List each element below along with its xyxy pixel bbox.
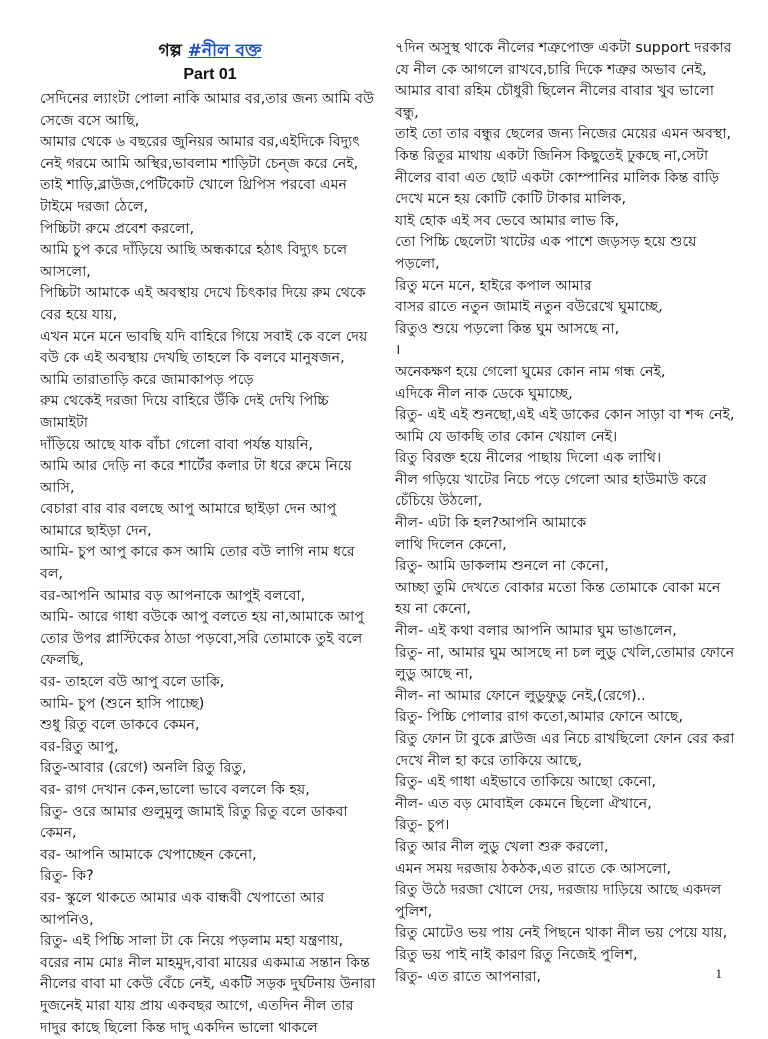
paragraph-line: কিন্ত রিতুর মাথায় একটা জিনিস কিছুতেই ঢুকছে না,সেটা নীলের বাবা এত ছোট একটা কোম্পানির মালিক কিন্ত বাড়ি দেখে মনে হয় কোটি কোটি টাকার মালিক, — [395, 147, 720, 208]
paragraph-line: রুম থেকেই দরজা দিয়ে বাহিরে উঁকি দেই দেখি পিচ্চি জামাইটা — [40, 393, 329, 431]
paragraph-line: রিতু- না, আমার ঘুম আসছে না চল লুডু খেলি,তোমার ফোনে লুডু আছে না, — [395, 644, 735, 683]
paragraph-line: রিতু- আমি ডাকলাম শুনলে না কেনো, — [395, 558, 609, 575]
paragraph-line: বাসর রাতে নতুন জামাই নতুন বউরেখে ঘুমাচ্ছে, — [395, 299, 663, 316]
right-column-text — [395, 38, 735, 988]
paragraph-line: রিতু মনে মনে, হাইরে কপাল আমার — [395, 277, 592, 294]
paragraph-line: বর- তাহলে বউ আপু বলে ডাকি, — [40, 674, 225, 691]
paragraph-line: রিতু- ওরে আমার গুলুমুলু জামাই রিতু রিতু বলে ডাকবা কেমন, — [40, 803, 348, 842]
story-title-prefix: গল্প — [158, 41, 188, 61]
paragraph-line: রিতু ফোন টা বুকে ব্লাউজ এর নিচে রাখছিলো ফোন বের করা দেখে নীল হা করে তাকিয়ে আছে, — [395, 731, 735, 769]
paragraph-line: এখন মনে মনে ভাবছি যদি বাহিরে গিয়ে সবাই কে বলে দেয় বউ কে এই অবস্থায় দেখছি তাহলে কি বলবে মানুষজন, — [40, 328, 368, 367]
paragraph-line: পিচ্চিটা আমাকে এই অবস্থায় দেখে চিৎকার দিয়ে রুম থেকে বের হয়ে যায়, — [40, 285, 366, 323]
paragraph-line: রিতু আর নীল লুডু খেলা শুরু করলো, — [395, 838, 609, 855]
paragraph-line: বর- স্কুলে থাকতে আমার এক বান্ধবী খেপাতো আর আপনিও, — [40, 889, 325, 928]
paragraph-line: আমার বাবা রহিম চৌধুরী ছিলেন নীলের বাবার খুব ভালো বন্ধু, — [395, 83, 715, 121]
paragraph-line: এমন সময় দরজায় ঠকঠক,এত রাতে কে আসলো, — [395, 860, 671, 877]
paragraph-line: আমি চুপ করে দাঁড়িয়ে আছি অন্ধকারে হঠাৎ বিদ্যুৎ চলে আসলো, — [40, 242, 348, 280]
paragraph-line: আচ্ছা তুমি দেখতে বোকার মতো কিন্ত তোমাকে বোকা মনে হয় না কেনো, — [395, 579, 721, 618]
paragraph-line: রিতু উঠে দরজা খোলে দেয়, দরজায় দাড়িয়ে আছে একদল পুলিশ, — [395, 882, 722, 920]
paragraph-line: আমি তারাতাড়ি করে জামাকাপড় পড়ে — [40, 371, 254, 388]
paragraph-line: আমি- আরে গাধা বউকে আপু বলতে হয় না,আমাকে আপু তোর উপর প্লাস্টিকের ঠাডা পড়বো,সরি তোমাকে তুই বলে ফেলছি, — [40, 609, 365, 669]
left-column — [40, 38, 380, 1039]
page-number: 1 — [715, 966, 722, 981]
paragraph-line: বর- আপনি আমাকে খেপাচ্ছেন কেনো, — [40, 846, 257, 863]
paragraph-line: আমি- চুপ আপু কারে কস আমি তোর বউ লাগি নাম ধরে বল, — [40, 544, 355, 583]
paragraph-line: রিতু মোটেও ভয় পায় নেই পিছনে থাকা নীল ভয় পেয়ে যায়, — [395, 925, 728, 942]
paragraph-line: শুধু রিতু বলে ডাকবে কেমন, — [40, 717, 200, 734]
paragraph-line: রিতু ভয় পাই নাই কারণ রিতু নিজেই পুলিশ, — [395, 946, 638, 963]
paragraph-line: যাই হোক এই সব ভেবে আমার লাভ কি, — [395, 212, 619, 229]
paragraph-line: নীল- এই কথা বলার আপনি আমার ঘুম ভাঙালেন, — [395, 623, 677, 640]
paragraph-line: বর-রিতু আপু, — [40, 738, 119, 755]
paragraph-line: দাঁড়িয়ে আছে যাক বাঁচা গেলো বাবা পর্যন্ত যায়নি, — [40, 436, 313, 453]
paragraph-line: বর-আপনি আমার বড় আপনাকে আপুই বলবো, — [40, 587, 306, 604]
paragraph-line: রিতু- পিচ্চি পোলার রাগ কতো,আমার ফোনে আছে, — [395, 709, 684, 726]
part-heading: Part 01 — [183, 66, 237, 83]
paragraph-line: তো পিচ্চি ছেলেটা খাটের এক পাশে জড়সড় হয়ে শুয়ে পড়লো, — [395, 234, 697, 272]
paragraph-line: তাই তো তার বন্ধুর ছেলের জন্য নিজের মেয়ের এমন অবস্থা, — [395, 126, 732, 143]
paragraph-line: আমি আর দেড়ি না করে শার্টের কলার টা ধরে রুমে নিয়ে আসি, — [40, 458, 352, 496]
paragraph-line: রিতু- এত রাতে আপনারা, — [395, 968, 542, 985]
paragraph-line: রিতু- কি? — [40, 868, 94, 885]
paragraph-line: আমার থেকে ৬ বছরের জুনিয়র আমার বর,এইদিকে বিদ্যুৎ নেই গরমে আমি অস্থির,ভাবলাম শাড়িটা চেন্জ করে নেই, তাই শাড়ি,ব্লাউজ,পেটিকোট খোলে থ্রিপিস পরবো এমন টাইমে দরজা ঠেলে, — [40, 134, 360, 215]
paragraph-line: রিতু- এই গাধা এইভাবে তাকিয়ে আছো কেনো, — [395, 774, 657, 791]
paragraph-line: রিতু বিরক্ত হয়ে নীলের পাছায় দিলো এক লাথি। — [395, 450, 662, 467]
paragraph-line: রিতু- এই এই শুনছো,এই এই ডাকের কোন সাড়া বা শব্দ নেই, — [395, 407, 735, 424]
story-title — [40, 38, 380, 64]
left-column-text — [40, 89, 380, 1039]
paragraph-line: নীল- না আমার ফোনে লুডুফুডু নেই,(রেগে).. — [395, 687, 646, 704]
right-column — [395, 38, 735, 988]
paragraph-line: বর- রাগ দেখান কেন,ভালো ভাবে বললে কি হয়, — [40, 782, 310, 798]
paragraph-line: নীল- এত বড় মোবাইল কেমনে ছিলো ঐখানে, — [395, 795, 652, 812]
paragraph-line: রিতুও শুয়ে পড়লো কিন্ত ঘুম আসছে না, — [395, 320, 620, 337]
story-title-hashtag-link[interactable]: #নীল বক্ত — [187, 41, 262, 61]
paragraph-line: পিচ্চিটা রুমে প্রবেশ করলো, — [40, 220, 195, 237]
paragraph-line: বরের নাম মোঃ নীল মাহমুদ,বাবা মায়ের একমাত্র সন্তান কিন্ত নীলের বাবা মা কেউ বেঁচে নেই, একটি সড়ক দুর্ঘটনায় উনারা দুজনেই মারা যায় প্রায় একবছর আগে, এতদিন নীল তার দাদুর কাছে ছিলো কিন্ত দাদু একদিন ভালো থাকলে — [40, 954, 376, 1036]
paragraph-line: । — [395, 342, 401, 359]
paragraph-line: আমি যে ডাকছি তার কোন খেয়াল নেই। — [395, 428, 618, 445]
paragraph-line: এদিকে নীল নাক ডেকে ঘুমাচ্ছে, — [395, 385, 573, 402]
paragraph-line: লাথি দিলেন কেনো, — [395, 536, 507, 553]
paragraph-line: সেদিনের ল্যাংটা পোলা নাকি আমার বর,তার জন্য আমি বউ সেজে বসে আছি, — [40, 91, 375, 129]
paragraph-line: নীল গড়িয়ে খাটের নিচে পড়ে গেলো আর হাউমাউ করে চেঁচিয়ে উঠলো, — [395, 471, 707, 510]
paragraph-line: নীল- এটা কি হল?আপনি আমাকে — [395, 515, 587, 532]
paragraph-line: অনেকক্ষণ হয়ে গেলো ঘুমের কোন নাম গন্ধ নেই, — [395, 363, 666, 380]
paragraph-line: বেচারা বার বার বলছে আপু আমারে ছাইড়া দেন আপু আমারে ছাইড়া দেন, — [40, 501, 337, 539]
paragraph-line: রিতু- এই পিচ্চি সালা টা কে নিয়ে পড়লাম মহা যন্ত্রণায়, — [40, 933, 344, 950]
paragraph-line: রিতু- চুপ। — [395, 817, 450, 834]
paragraph-line: ৭দিন অসুস্থ থাকে নীলের শত্রুপোক্ত একটা support দরকার যে নীল কে আগলে রাখবে,চারি দিকে শত্রুর অভাব নেই, — [395, 40, 732, 78]
paragraph-line: রিতু-আবার (রেগে) অনলি রিতু রিতু, — [40, 760, 247, 777]
paragraph-line: আমি- চুপ (শুনে হাসি পাচ্ছে) — [40, 695, 205, 712]
